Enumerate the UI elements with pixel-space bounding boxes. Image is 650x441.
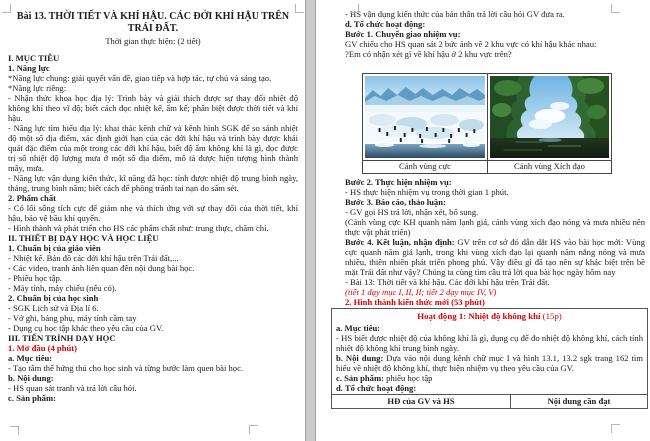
heading-buoc-4: Bước 4. Kết luận, nhận định: — [345, 237, 455, 247]
activity-1-title-text: Hoạt động 1: Nhiệt độ không khí — [417, 311, 543, 321]
equator-region-photo — [490, 76, 609, 158]
equator-photo-caption: Cảnh vùng Xích đạo — [487, 161, 611, 174]
activity-table-header-row — [332, 394, 647, 408]
lesson-title: Bài 13. THỜI TIẾT VÀ KHÍ HẬU. CÁC ĐỚI KHÍ HẬU TRÊN TRÁI ĐẤT. — [16, 11, 290, 34]
heading-thiet-bi: II. THIẾT BỊ DẠY HỌC VÀ HỌC LIỆU — [8, 233, 159, 243]
heading-tien-trinh: III. TIẾN TRÌNH DẠY HỌC — [8, 333, 116, 343]
heading-buoc-1: Bước 1. Chuyển giao nhiệm vụ: — [345, 29, 461, 39]
climate-photos-table — [362, 73, 612, 174]
para-van-dung: - Năng lực vận dụng kiến thức, kĩ năng đã học: tính được nhiệt độ trung bình ngày, tháng, trung bình năm; biết cách để phòng tránh tai nạn do sấm sét. — [8, 173, 298, 193]
para-gv-item-1: - Nhiệt kế. Bản đồ các đới khí hậu trên Trái đất,... — [8, 253, 179, 263]
para-buoc4-body: GV trên cơ sở đó dẫn dắt HS vào bài học mới: Vùng cực quanh năm giá lạnh, trong khi vùng xích đạo lại quanh năm nắng nóng và mưa nhiều, thiên nhiên phát triển phong phú. Vậy điều gì đã tạo nên sự khác biệt trên bề mặt Trái đất như vậy? Chúng ta cùng tìm câu trả lời qua bài học ngày hôm nay — [345, 237, 646, 277]
heading-san-pham-c: c. Sản phẩm: — [8, 393, 56, 403]
para-gv-item-4: - Máy tính, máy chiếu (nếu có). — [8, 283, 117, 293]
activity-para-b — [336, 353, 643, 373]
para-loi-song: - Có lối sống tích cực để giảm nhẹ và thích ứng với sự thay đổi của thời tiết, khí hậu, bảo vệ bầu khí quyển. — [8, 203, 298, 223]
para-buoc3-note: (Cảnh vùng cực KH quanh năm lạnh giá, cảnh vùng xích đạo nóng và mưa nhiều nên thực vật phát triển) — [345, 217, 645, 237]
para-nhan-thuc: - Nhận thức khoa học địa lý: Trình bày và giải thích được sự thay đổi nhiệt độ không khí theo vĩ độ; biết cách đọc nhiệt kế, ẩm kế; phân biệt được thời tiết và khí hậu. — [8, 93, 298, 123]
heading-hinh-thanh-kien-thuc: 2. Hình thành kiến thức mới (53 phút) — [345, 297, 485, 307]
page-left — [0, 0, 305, 441]
margin-mark-right-page-top-right — [611, 4, 620, 13]
heading-muc-tieu: I. MỤC TIÊU — [8, 53, 60, 63]
para-nang-luc-rieng: *Năng lực riêng: — [8, 83, 67, 93]
left-column — [0, 0, 305, 403]
para-bai13-ref: - Bài 13: Thời tiết và khí hậu. Các đới khí hậu trên Trái đất. — [345, 277, 550, 287]
margin-mark-left-page-bottom-right — [249, 425, 258, 434]
para-noi-dung-b: - HS quan sát tranh và trả lời câu hỏi. — [8, 383, 137, 393]
table-header-gv-hs: HĐ của GV và HS — [387, 396, 455, 406]
activity-para-c-body: phiếu học tập — [384, 373, 433, 383]
heading-muc-tieu-a: a. Mục tiêu: — [8, 353, 53, 363]
right-column — [331, 9, 648, 409]
activity-para-c — [336, 373, 643, 383]
para-buoc4 — [345, 237, 645, 277]
activity-heading-c: c. Sản phẩm: — [336, 373, 384, 383]
heading-pham-chat: 2. Phẩm chất — [8, 193, 56, 203]
para-buoc1-line1: GV chiếu cho HS quan sát 2 bức ảnh về 2 khu vực có khí hậu khác nhau: — [345, 39, 597, 49]
margin-mark-right-page-top-left — [350, 4, 359, 13]
margin-mark-right-page-bottom-right — [611, 424, 620, 433]
activity-heading-a: a. Mục tiêu: — [336, 323, 381, 333]
para-hs-item-2: - Vở ghi, bảng phụ, máy tính cầm tay — [8, 313, 137, 323]
activity-para-b-body: Dựa vào nội dung kênh chữ mục I và hình 13.1, 13.2 sgk trang 162 tìm hiểu về nhiệt độ không khí, thực hiện nhiệm vụ theo yêu cầu của GV. — [336, 353, 643, 373]
activity-heading-d: d. Tổ chức hoạt động: — [336, 383, 417, 393]
para-tiet-note: (tiết 1 dạy mục I, II, II; tiết 2 dạy mục IV, V) — [345, 287, 497, 297]
margin-mark-left-page-bottom-left — [10, 426, 19, 435]
table-header-noi-dung: Nội dung cần đạt — [510, 395, 647, 408]
page-right — [316, 0, 650, 441]
heading-nang-luc: 1. Năng lực — [8, 63, 50, 73]
heading-buoc-2: Bước 2. Thực hiện nhiệm vụ: — [345, 177, 452, 187]
para-buoc1-line2: ?Em có nhận xét gì về khí hậu ở 2 khu vực trên? — [345, 49, 512, 59]
activity-1-duration: (15p) — [542, 311, 562, 321]
heading-chuan-bi-hs: 2. Chuẩn bị của học sinh — [8, 293, 99, 303]
heading-mo-dau: 1. Mở đầu (4 phút) — [8, 343, 77, 353]
polar-photo-cell — [363, 74, 488, 161]
para-hs-item-3: - Dụng cụ học tập khác theo yêu cầu của GV. — [8, 323, 164, 333]
para-gv-item-3: - Phiếu học tập. — [8, 273, 62, 283]
para-muc-tieu-a: - Tạo tâm thế hứng thú cho học sinh và từng bước làm quen bài học. — [8, 363, 244, 373]
para-gv-item-2: - Các video, tranh ảnh liên quan đến nội dung bài học. — [8, 263, 195, 273]
heading-buoc-3: Bước 3. Báo cáo, thảo luận: — [345, 197, 446, 207]
para-hs-item-1: - SGK Lịch sử và Địa lí 6. — [8, 303, 99, 313]
para-buoc3-line1: - GV gọi HS trả lời, nhận xét, bổ sung. — [345, 207, 479, 217]
para-san-pham-c: - HS vận dụng kiến thức của bản thân trả lời câu hỏi GV đưa ra. — [345, 9, 565, 19]
para-buoc2: - HS thực hiện nhiệm vụ trong thời gian 1 phút. — [345, 187, 509, 197]
polar-photo-caption: Cảnh vùng cực — [363, 161, 488, 174]
lesson-duration: Thời gian thực hiện: (2 tiết) — [105, 36, 201, 46]
equator-photo-cell — [487, 74, 611, 161]
para-hinh-thanh-pham-chat: - Hình thành và phát triển cho HS các phẩm chất như: trung thực, chăm chỉ. — [8, 223, 269, 233]
activity-1-title — [336, 311, 643, 322]
heading-chuan-bi-gv: 1. Chuẩn bị của giáo viên — [8, 243, 101, 253]
para-nang-luc-chung: *Năng lực chung: giải quyết vấn đề, giao tiếp và hợp tác, tự chủ và sáng tạo. — [8, 73, 272, 83]
page-gap-divider — [305, 0, 316, 441]
activity-1-box — [331, 308, 648, 409]
heading-to-chuc-d: d. Tổ chức hoạt động: — [345, 19, 426, 29]
activity-heading-b: b. Nội dung: — [336, 353, 384, 363]
polar-region-photo — [365, 76, 485, 158]
para-tim-hieu: - Năng lực tìm hiểu địa lý: khai thác kênh chữ và kênh hình SGK để so sánh nhiệt độ một số địa điểm, xác định giới hạn của các đới khí hậu và trình bày được khái quát đặc điểm của một trong các đới khí hậu, biết độ ẩm không khí là gì, đọc được trị số nhiệt độ lượng mưa ở một số địa điểm, mô tả được hiện tượng hình thành mây, mưa. — [8, 123, 298, 173]
margin-mark-left-page-top-left — [2, 4, 11, 13]
heading-noi-dung-b: b. Nội dung: — [8, 373, 54, 383]
activity-para-a: - HS biết được nhiệt độ của không khí là gì, dụng cụ để đo nhiệt độ không khí, cách tính nhiệt độ không khí trung bình ngày. — [336, 333, 643, 353]
activity-1-content — [332, 309, 647, 393]
margin-mark-left-page-top-right — [295, 4, 304, 13]
